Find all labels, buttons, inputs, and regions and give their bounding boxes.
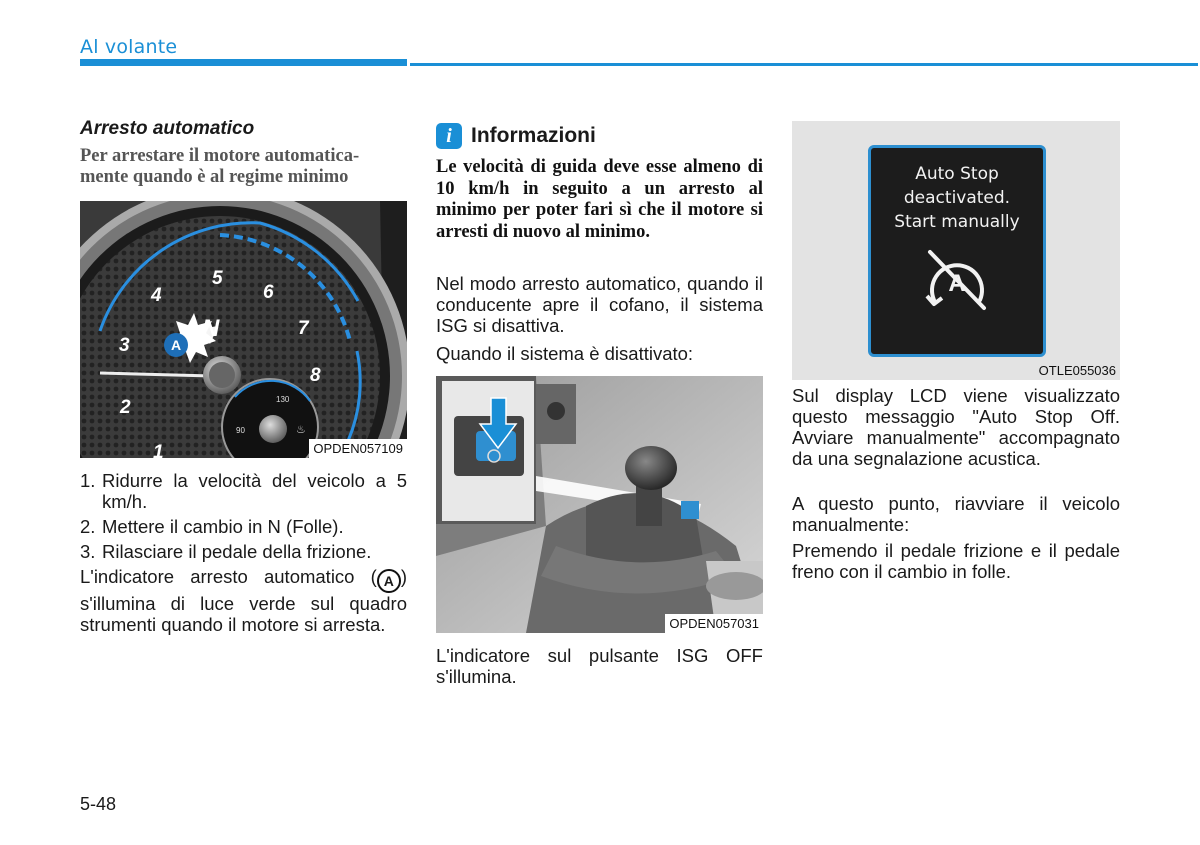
lcd-display (868, 145, 1046, 357)
gauge-number-5: 5 (212, 268, 223, 289)
instrument-cluster-illustration (80, 201, 407, 458)
lcd-line-2: deactivated. (903, 188, 1011, 208)
svg-text:N: N (202, 315, 220, 342)
small-gauge-label-90: 90 (236, 426, 245, 435)
gauge-number-6: 6 (263, 282, 274, 303)
info-title: Informazioni (471, 124, 596, 147)
step-text: Rilasciare il pedale della frizione. (102, 541, 372, 562)
image-caption: OPDEN057031 (665, 614, 763, 633)
header-rule-thick (80, 59, 407, 66)
step-number: 2. (80, 516, 96, 537)
auto-stop-off-letter: A (948, 270, 966, 297)
gauge-number-4: 4 (151, 285, 162, 306)
step-number: 3. (80, 541, 96, 562)
indicator-text-start: L'indicatore arresto automatico ( (80, 566, 377, 587)
auto-stop-off-icon (922, 248, 992, 314)
gauge-number-8: 8 (310, 365, 321, 386)
gauge-number-1: 1 (153, 442, 164, 458)
list-item (80, 541, 407, 562)
indicator-paragraph (80, 566, 407, 635)
middle-para-3: L'indicatore sul pulsante ISG OFF s'illumina. (436, 645, 763, 687)
steps-list-container (80, 470, 407, 635)
page-header-title: Al volante (80, 36, 178, 58)
coolant-temp-icon: ♨ (296, 423, 306, 436)
auto-stop-indicator-letter: A (170, 337, 182, 353)
center-console-illustration (436, 376, 763, 633)
indicator-text-end: ) s'illumina di luce verde sul quadro strumenti quando il motore si arresta. (80, 566, 407, 635)
right-para-2: A questo punto, riavviare il veicolo manualmente: (792, 493, 1120, 535)
list-item (80, 470, 407, 512)
info-header (436, 123, 596, 149)
list-item (80, 516, 407, 537)
info-icon: i (436, 123, 462, 149)
gauge-number-3: 3 (119, 335, 130, 356)
gauge-number-7: 7 (298, 318, 309, 339)
middle-para-1: Nel modo arresto automatico, quando il conducente apre il cofano, il sistema ISG si disattiva. (436, 273, 763, 336)
section-title: Arresto automatico (80, 118, 255, 139)
lcd-image (792, 121, 1120, 380)
step-number: 1. (80, 470, 96, 491)
right-para-1: Sul display LCD viene visualizzato questo messaggio "Auto Stop Off. Avviare manualmente" accompagnato da una segnalazione acustica. (792, 385, 1120, 469)
info-text: Le velocità di guida deve esse almeno di 10 km/h in seguito a un arresto al minimo per poter fari sì che il motore si arresti di nuovo al minimo. (436, 157, 763, 242)
cluster-image (80, 201, 407, 458)
step-text: Ridurre la velocità del veicolo a 5 km/h. (102, 470, 407, 512)
header-rule-thin (410, 63, 1198, 66)
page-number: 5-48 (80, 794, 117, 814)
middle-para-2: Quando il sistema è disattivato: (436, 343, 694, 364)
lcd-line-3: Start manually (894, 212, 1020, 232)
console-image (436, 376, 763, 633)
gauge-number-2: 2 (120, 397, 131, 418)
image-caption: OTLE055036 (1038, 363, 1116, 378)
step-text: Mettere il cambio in N (Folle). (102, 516, 344, 537)
image-caption: OPDEN057109 (309, 439, 407, 458)
lcd-line-1: Auto Stop (915, 164, 999, 184)
auto-stop-icon: A (377, 569, 401, 593)
steps-list (80, 470, 407, 562)
small-gauge-label-130: 130 (276, 395, 290, 404)
section-subtitle: Per arrestare il motore automatica-mente quando è al regime minimo (80, 146, 360, 187)
right-para-3: Premendo il pedale frizione e il pedale freno con il cambio in folle. (792, 540, 1120, 582)
lcd-message (871, 162, 1043, 234)
